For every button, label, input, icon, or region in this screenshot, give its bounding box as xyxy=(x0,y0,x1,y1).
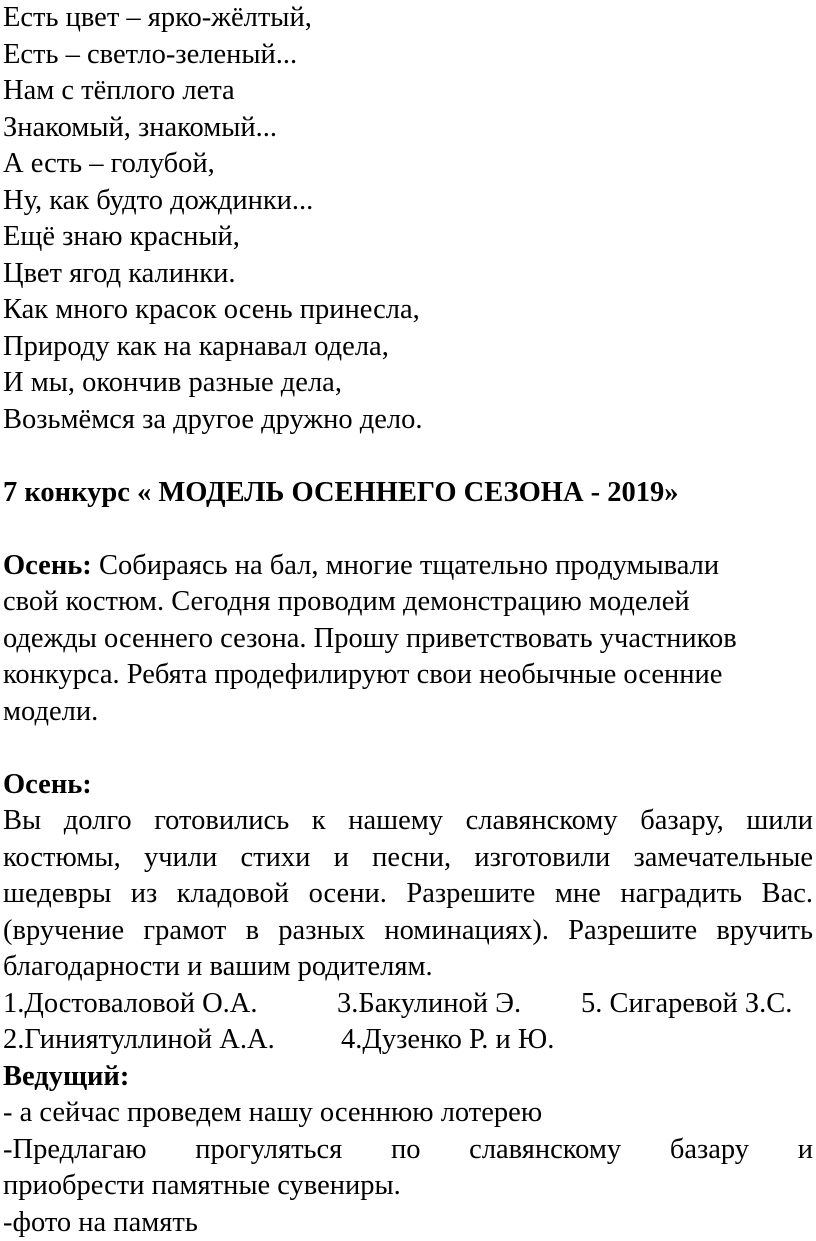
poem-line: А есть – голубой, xyxy=(3,146,813,183)
speech-text: Собираясь на бал, многие тщательно продумывали xyxy=(92,550,719,581)
speaker-label: Осень: xyxy=(3,550,92,581)
speech-text: - а сейчас проведем нашу осеннюю лотерею xyxy=(3,1095,813,1132)
speech-text: Вы долго готовились к нашему славянскому базару, шили xyxy=(3,803,813,840)
poem-line: Знакомый, знакомый... xyxy=(3,110,813,147)
speech-text: шедевры из кладовой осени. Разрешите мне наградить Вас. xyxy=(3,876,813,913)
blank-line xyxy=(3,438,813,475)
speech-text: приобрести памятные сувениры. xyxy=(3,1168,813,1205)
speech-text: одежды осеннего сезона. Прошу приветствовать участников xyxy=(3,621,813,658)
poem-line: Ну, как будто дождинки... xyxy=(3,183,813,220)
award-name: 2.Гиниятуллиной А.А. xyxy=(3,1022,341,1059)
poem-line: Ещё знаю красный, xyxy=(3,219,813,256)
poem-line: Есть – светло-зеленый... xyxy=(3,37,813,74)
poem-line: Есть цвет – ярко-жёлтый, xyxy=(3,0,813,37)
award-name: 1.Достоваловой О.А. xyxy=(3,986,337,1023)
contest-heading: 7 конкурс « МОДЕЛЬ ОСЕННЕГО СЕЗОНА - 2019» xyxy=(3,475,813,512)
speech-text: костюмы, учили стихи и песни, изготовили замечательные xyxy=(3,840,813,877)
speech-text: конкурса. Ребята продефилируют свои необычные осенние xyxy=(3,657,813,694)
host-speech xyxy=(3,1059,813,1241)
poem-line: Природу как на карнавал одела, xyxy=(3,329,813,366)
speech-text: благодарности и вашим родителям. xyxy=(3,949,813,986)
award-names xyxy=(3,986,813,1059)
speaker-label: Ведущий: xyxy=(3,1059,813,1096)
autumn-speech-1 xyxy=(3,548,813,731)
poem xyxy=(3,0,813,438)
blank-line xyxy=(3,511,813,548)
award-name: 4.Дузенко Р. и Ю. xyxy=(341,1022,554,1059)
speech-text: свой костюм. Сегодня проводим демонстрацию моделей xyxy=(3,584,813,621)
poem-line: Как много красок осень принесла, xyxy=(3,292,813,329)
speech-text: -Предлагаю прогуляться по славянскому базару и xyxy=(3,1132,813,1169)
poem-line: И мы, окончив разные дела, xyxy=(3,365,813,402)
award-name: 3.Бакулиной Э. xyxy=(337,986,581,1023)
award-name: 5. Сигаревой З.С. xyxy=(581,986,792,1023)
speaker-label: Осень: xyxy=(3,767,813,804)
poem-line: Нам с тёплого лета xyxy=(3,73,813,110)
poem-line: Цвет ягод калинки. xyxy=(3,256,813,293)
speech-text: (вручение грамот в разных номинациях). Разрешите вручить xyxy=(3,913,813,950)
poem-line: Возьмёмся за другое дружно дело. xyxy=(3,402,813,439)
speech-text: -фото на память xyxy=(3,1205,813,1241)
speech-text: модели. xyxy=(3,694,813,731)
autumn-speech-2 xyxy=(3,767,813,986)
document-page xyxy=(3,0,813,1241)
blank-line xyxy=(3,730,813,767)
